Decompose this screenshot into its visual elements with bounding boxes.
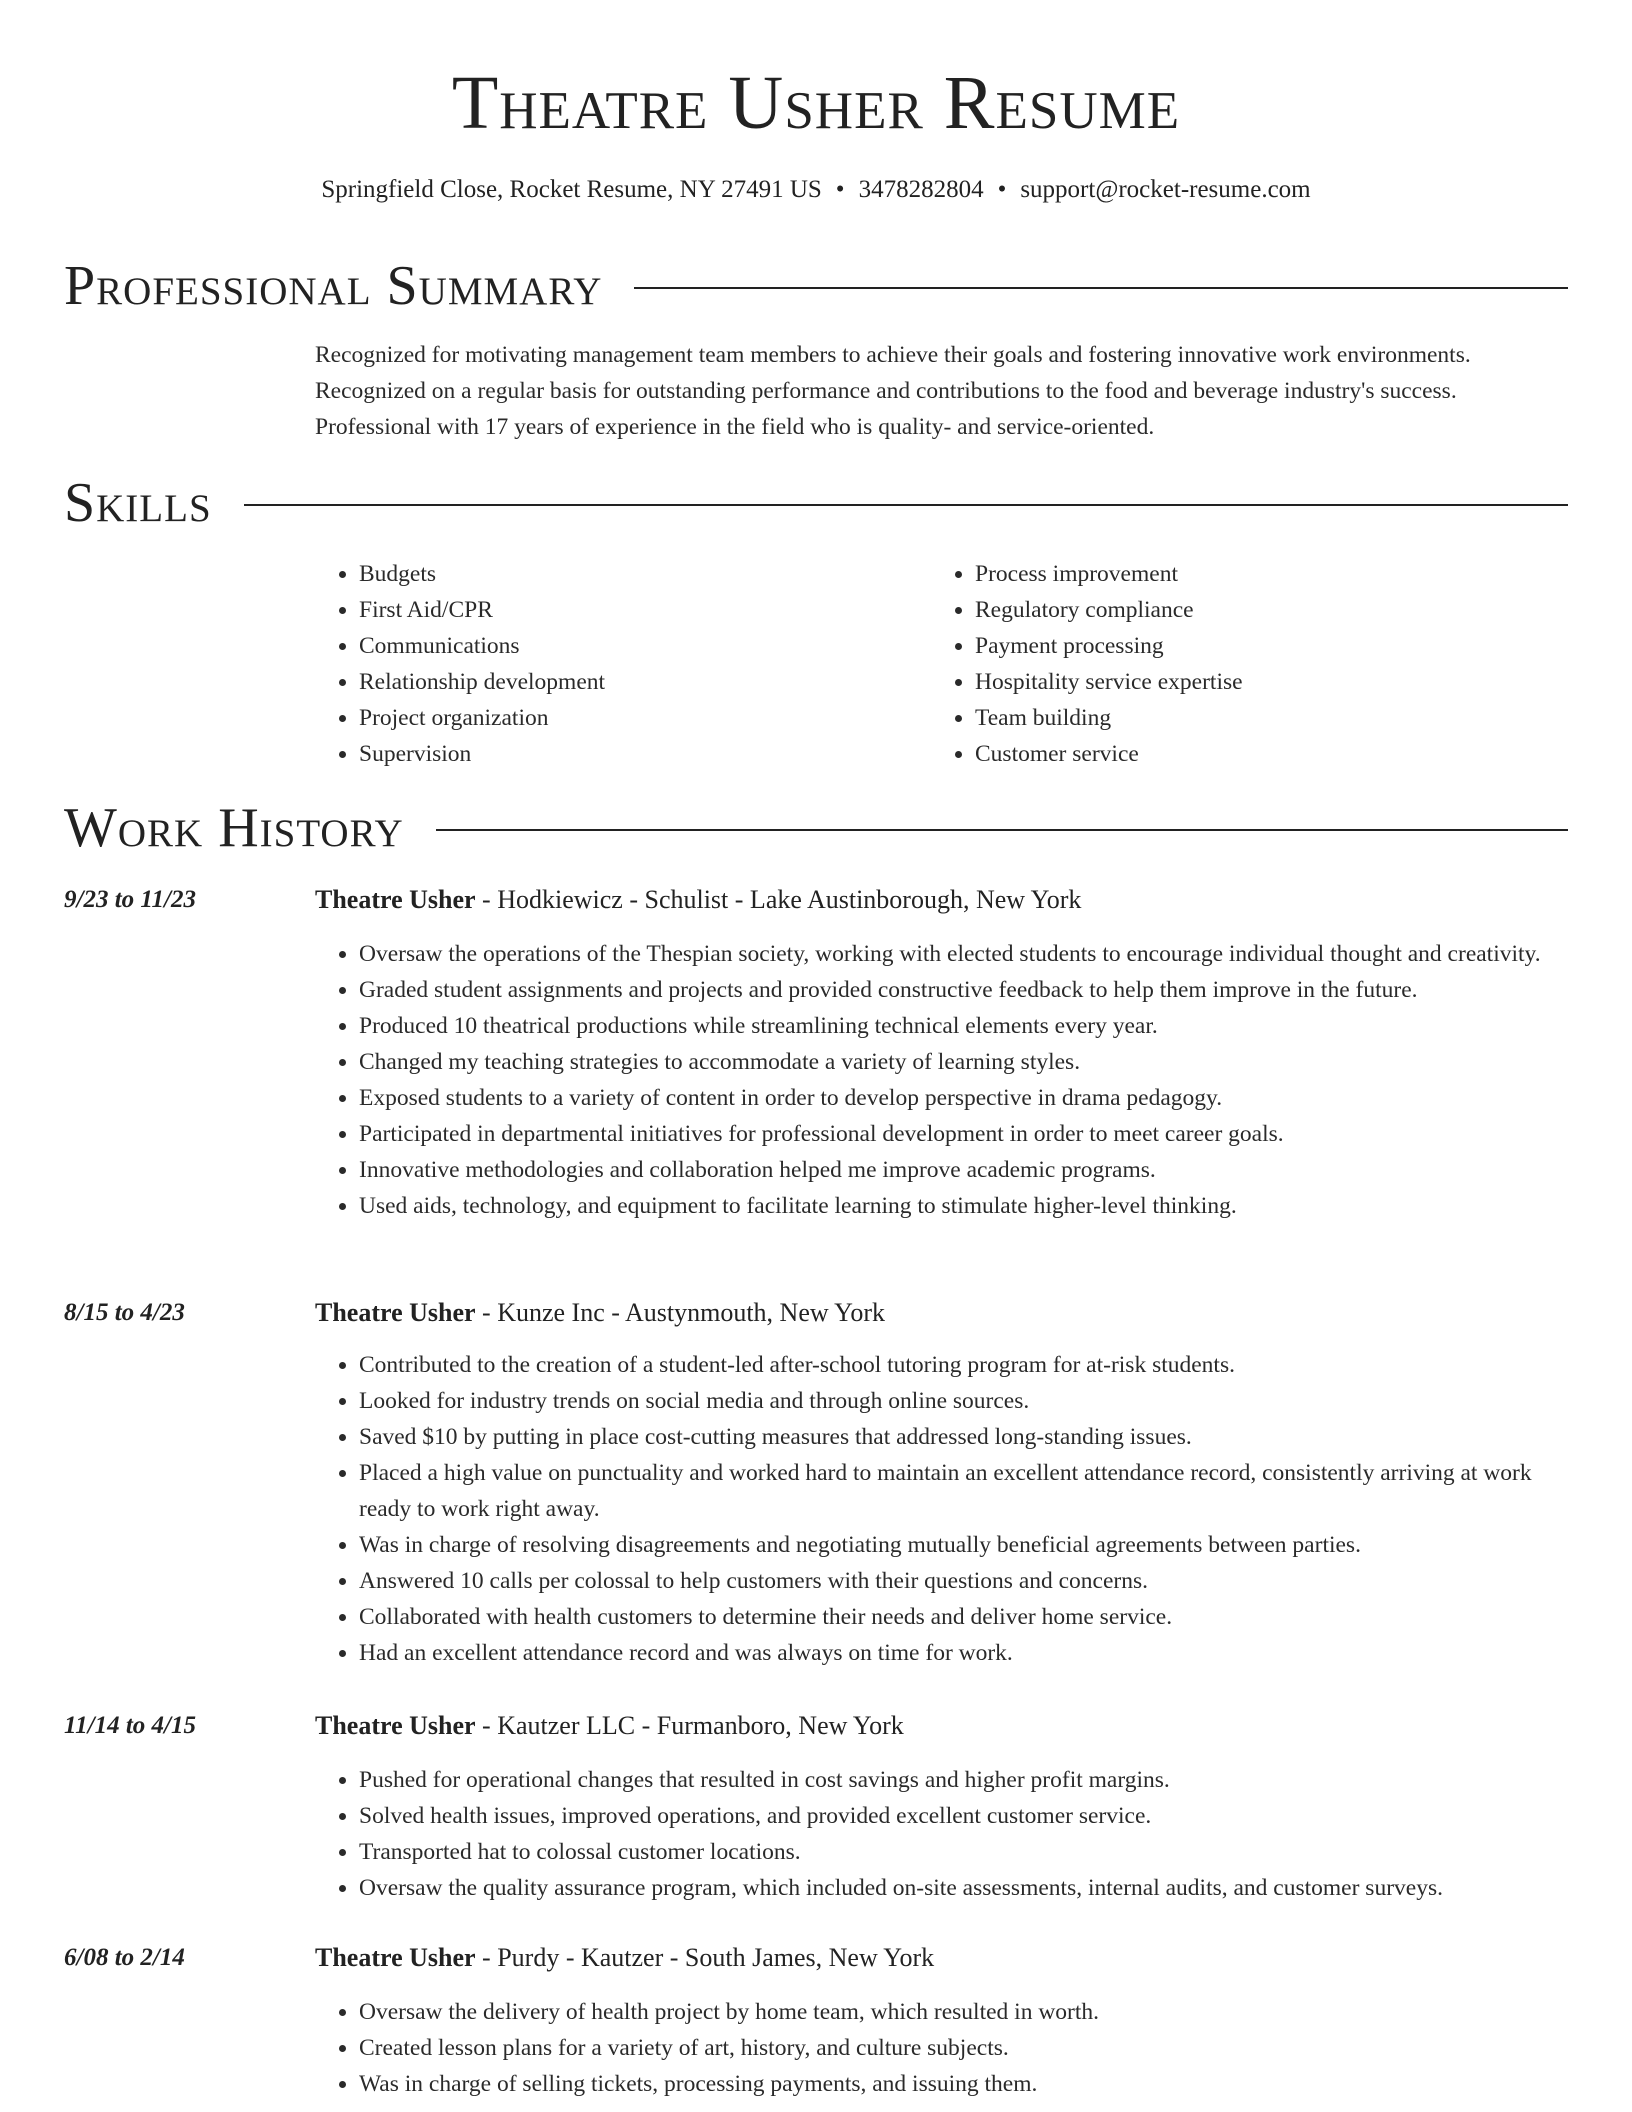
skill-item: • Budgets: [359, 556, 931, 592]
contact-line: [0, 173, 1632, 207]
job-header: [315, 1708, 904, 1744]
job-bullet: • Oversaw the quality assurance program, which included on-site assessments, internal audits, and customer surveys.: [359, 1870, 1575, 1906]
skill-item: • Customer service: [975, 736, 1547, 772]
job-bullets: [315, 1994, 1575, 2102]
job-header: [315, 1940, 934, 1976]
resume-title: Theatre Usher Resume: [451, 61, 1181, 145]
skills-column-right: [931, 556, 1547, 772]
skills-list: [315, 556, 1575, 772]
summary-text: Recognized for motivating management team members to achieve their goals and fostering innovative work environments. Recognized on a regular basis for outstanding performance and contributions to the food and beverage industry's success. Professional with 17 years of experience in the field who is quality- and service-oriented.: [315, 342, 1471, 440]
job-title: Theatre Usher: [315, 885, 476, 914]
job-dates: 11/14 to 4/15: [64, 1712, 196, 1739]
job-bullet: • Pushed for operational changes that resulted in cost savings and higher profit margins.: [359, 1762, 1575, 1798]
job-bullet: • Innovative methodologies and collaboration helped me improve academic programs.: [359, 1152, 1575, 1188]
job-bullet: • Saved $10 by putting in place cost-cutting measures that addressed long-standing issues.: [359, 1419, 1575, 1455]
skill-item: • Process improvement: [975, 556, 1547, 592]
job-header: [315, 1295, 885, 1331]
summary-section-header: [64, 254, 1568, 318]
job-employer: - Kautzer LLC - Furmanboro, New York: [475, 1711, 904, 1740]
job-bullet: • Collaborated with health customers to determine their needs and deliver home service.: [359, 1599, 1575, 1635]
section-divider: [436, 829, 1568, 831]
job-bullet: • Placed a high value on punctuality and worked hard to maintain an excellent attendance record, consistently arriving at work ready to work right away.: [359, 1455, 1575, 1527]
job-bullets: [315, 1347, 1575, 1671]
work-section-header: [64, 796, 1568, 860]
job-bullets: [315, 936, 1575, 1224]
work-heading: Work History: [64, 797, 404, 859]
job-bullet: • Created lesson plans for a variety of art, history, and culture subjects.: [359, 2030, 1575, 2066]
job-bullet: • Had an excellent attendance record and was always on time for work.: [359, 1635, 1575, 1671]
skill-item: • Communications: [359, 628, 931, 664]
job-employer: - Hodkiewicz - Schulist - Lake Austinborough, New York: [475, 885, 1082, 914]
job-bullet: • Transported hat to colossal customer locations.: [359, 1834, 1575, 1870]
job-bullet: • Answered 10 calls per colossal to help customers with their questions and concerns.: [359, 1563, 1575, 1599]
job-title: Theatre Usher: [315, 1711, 476, 1740]
skill-item: • Regulatory compliance: [975, 592, 1547, 628]
contact-email[interactable]: support@rocket-resume.com: [1020, 176, 1311, 203]
job-bullet: • Used aids, technology, and equipment to facilitate learning to stimulate higher-level thinking.: [359, 1188, 1575, 1224]
contact-address: Springfield Close, Rocket Resume, NY 27491 US: [321, 176, 822, 203]
section-divider: [244, 504, 1568, 506]
job-bullet: • Was in charge of resolving disagreements and negotiating mutually beneficial agreements between parties.: [359, 1527, 1575, 1563]
job-title: Theatre Usher: [315, 1943, 476, 1972]
job-dates: 6/08 to 2/14: [64, 1944, 185, 1971]
skill-item: • Project organization: [359, 700, 931, 736]
job-bullet: • Looked for industry trends on social media and through online sources.: [359, 1383, 1575, 1419]
skills-heading: Skills: [64, 472, 212, 534]
job-header: [315, 882, 1081, 918]
job-bullet: • Oversaw the operations of the Thespian society, working with elected students to encourage individual thought and creativity.: [359, 936, 1575, 972]
job-bullet: • Produced 10 theatrical productions while streamlining technical elements every year.: [359, 1008, 1575, 1044]
job-dates: 8/15 to 4/23: [64, 1299, 185, 1326]
skill-item: • First Aid/CPR: [359, 592, 931, 628]
job-bullet: • Graded student assignments and projects and provided constructive feedback to help them improve in the future.: [359, 972, 1575, 1008]
contact-separator: •: [835, 176, 845, 203]
contact-separator: •: [997, 176, 1007, 203]
job-title: Theatre Usher: [315, 1298, 476, 1327]
job-bullet: • Changed my teaching strategies to accommodate a variety of learning styles.: [359, 1044, 1575, 1080]
job-bullets: [315, 1762, 1575, 1906]
job-bullet: • Oversaw the delivery of health project by home team, which resulted in worth.: [359, 1994, 1575, 2030]
job-bullet: • Exposed students to a variety of content in order to develop perspective in drama pedagogy.: [359, 1080, 1575, 1116]
job-employer: - Purdy - Kautzer - South James, New York: [475, 1943, 935, 1972]
skills-column-left: [315, 556, 931, 772]
job-dates: 9/23 to 11/23: [64, 886, 196, 913]
skill-item: • Hospitality service expertise: [975, 664, 1547, 700]
skill-item: • Payment processing: [975, 628, 1547, 664]
skills-section-header: [64, 471, 1568, 535]
summary-heading: Professional Summary: [64, 255, 603, 317]
skill-item: • Team building: [975, 700, 1547, 736]
job-employer: - Kunze Inc - Austynmouth, New York: [475, 1298, 886, 1327]
skill-item: • Relationship development: [359, 664, 931, 700]
section-divider: [634, 287, 1568, 289]
job-bullet: • Was in charge of selling tickets, processing payments, and issuing them.: [359, 2066, 1575, 2102]
skill-item: • Supervision: [359, 736, 931, 772]
contact-phone: 3478282804: [858, 176, 984, 203]
job-bullet: • Participated in departmental initiatives for professional development in order to meet career goals.: [359, 1116, 1575, 1152]
job-bullet: • Solved health issues, improved operations, and provided excellent customer service.: [359, 1798, 1575, 1834]
job-bullet: • Contributed to the creation of a student-led after-school tutoring program for at-risk students.: [359, 1347, 1575, 1383]
